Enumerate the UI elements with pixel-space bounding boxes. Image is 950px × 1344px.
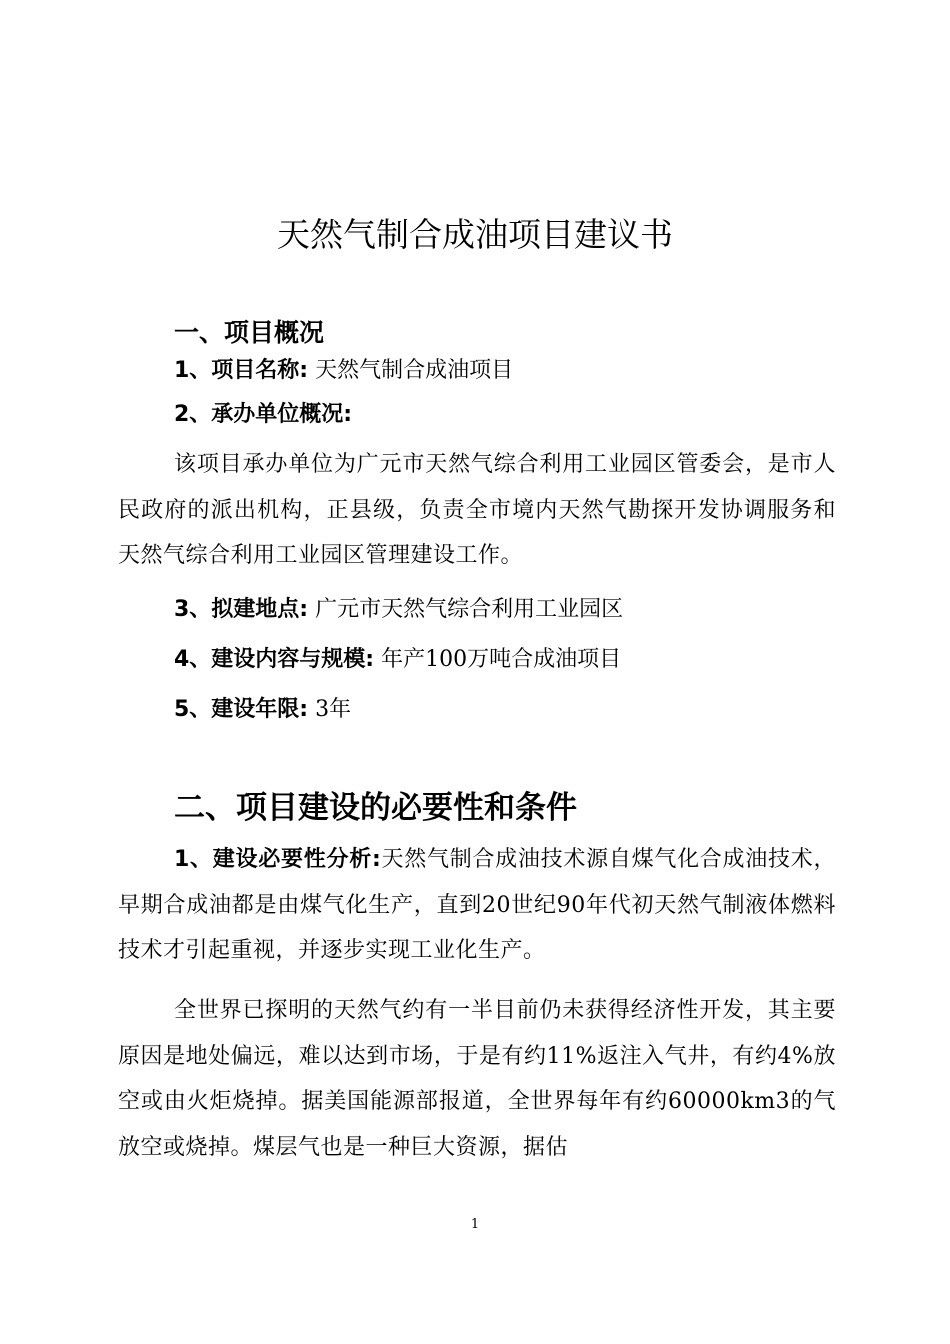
location-value: 广元市天然气综合利用工业园区	[315, 597, 624, 622]
duration-value: 3年	[315, 697, 352, 722]
scale-value: 年产100万吨合成油项目	[381, 647, 622, 672]
organizer-description: 该项目承办单位为广元市天然气综合利用工业园区管委会，是市人民政府的派出机构，正县级，负责全市境内天然气勘探开发协调服务和天然气综合利用工业园区管理建设工作。	[118, 452, 836, 568]
necessity-text: 天然气制合成油技术源自煤气化合成油技术，早期合成油都是由煤气化生产，直到20世纪90年代初天然气制液体燃料技术才引起重视，并逐步实现工业化生产。	[118, 847, 836, 963]
section-heading-necessity: 二、项目建设的必要性和条件	[174, 790, 577, 826]
project-name-line	[174, 356, 513, 386]
necessity-paragraph	[118, 837, 836, 974]
project-name-value: 天然气制合成油项目	[315, 358, 514, 383]
section-heading-overview: 一、项目概况	[174, 318, 325, 347]
gas-resource-paragraph: 全世界已探明的天然气约有一半目前仍未获得经济性开发，其主要原因是地处偏远，难以达到市场，于是有约11%返注入气井，有约4%放空或由火炬烧掉。据美国能源部报道，全世界每年有约60000km3的气放空或烧掉。煤层气也是一种巨大资源，据估	[118, 998, 836, 1160]
project-name-label: 1、项目名称:	[174, 358, 309, 383]
duration-line	[174, 695, 351, 725]
document-title: 天然气制合成油项目建议书	[277, 215, 673, 254]
location-line	[174, 595, 623, 625]
duration-label: 5、建设年限:	[174, 697, 309, 722]
page-number: 1	[470, 1217, 480, 1232]
organizer-line	[174, 400, 352, 430]
location-label: 3、拟建地点:	[174, 597, 309, 622]
scale-line	[174, 645, 621, 675]
organizer-label: 2、承办单位概况:	[174, 402, 353, 427]
necessity-label: 1、建设必要性分析:	[174, 847, 382, 872]
scale-label: 4、建设内容与规模:	[174, 647, 375, 672]
